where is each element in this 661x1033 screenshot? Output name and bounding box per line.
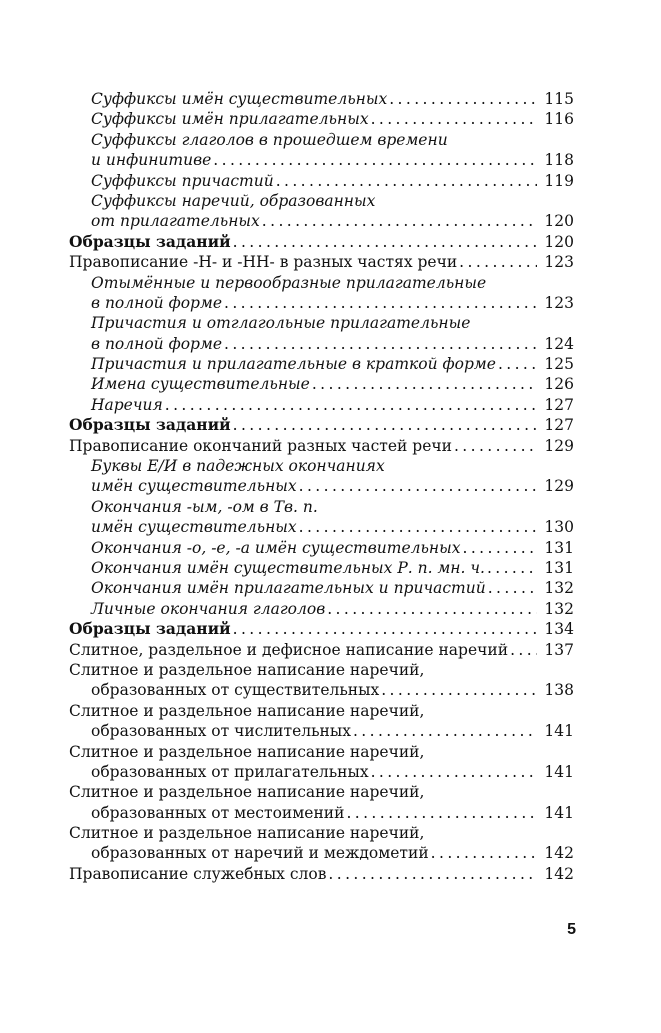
toc-line [69,721,574,741]
dot-leader [371,109,537,129]
toc-entry-title: Правописание -Н- и -НН- в разных частях речи [69,253,458,272]
toc-entry-title: образованных от существительных [91,681,380,700]
toc-entry [69,89,574,109]
dot-leader [299,517,537,537]
toc-line [69,782,574,802]
toc-entry [69,191,574,232]
toc-entry-title: Слитное и раздельное написание наречий, [69,701,425,720]
toc-entry-title: Слитное и раздельное написание наречий, [69,660,425,679]
toc-page-number: 142 [544,864,574,883]
toc-line [69,456,574,476]
toc-line [69,701,574,721]
toc-page-number: 141 [544,722,574,741]
toc-entry-title: образованных от местоимений [91,803,345,822]
toc-line [69,843,574,863]
toc-line [69,232,574,252]
toc-entry-title: и инфинитиве [91,151,212,170]
dot-leader [299,476,537,496]
toc-entry-title: Образцы заданий [69,231,231,251]
toc-page-number: 134 [544,620,574,639]
toc-page-number: 130 [544,518,574,537]
toc-entry [69,782,574,823]
dot-leader [233,619,537,639]
toc-page-number: 124 [544,334,574,353]
toc-entry [69,273,574,314]
toc-entry-title: Образцы заданий [69,619,231,639]
page-number: 5 [567,921,576,938]
dot-leader [312,374,537,394]
toc-entry-title: Причастия и прилагательные в краткой форме [91,355,496,374]
toc-page-number: 137 [544,640,574,659]
toc-line [69,191,574,211]
dot-leader [510,640,537,660]
toc-page-number: 120 [544,232,574,251]
toc-page-number: 125 [544,355,574,374]
toc-entry [69,109,574,129]
toc-line [69,313,574,333]
toc-entry [69,558,574,578]
dot-leader [346,803,537,823]
toc-line [69,252,574,272]
dot-leader [498,354,537,374]
toc-page-number: 115 [544,90,574,108]
dot-leader [389,89,537,109]
dot-leader [487,558,537,578]
dot-leader [488,578,537,598]
toc-entry-title: Суффиксы глаголов в прошедшем времени [91,130,448,149]
toc-entry-title: Правописание окончаний разных частей речи [69,436,452,455]
toc-line [69,742,574,762]
toc-entry-title: Слитное и раздельное написание наречий, [69,824,425,843]
toc-line [69,517,574,537]
dot-leader [431,843,537,863]
toc-entry-title: образованных от наречий и междометий [91,844,429,863]
toc-line [69,436,574,456]
toc-line [69,660,574,680]
toc-entry [69,415,574,435]
toc-page-number: 118 [544,151,574,170]
toc-entry-title: Слитное и раздельное написание наречий, [69,783,425,802]
toc-entry-title: Образцы заданий [69,415,231,435]
toc-entry-title: Личные окончания глаголов [91,599,326,618]
toc-line [69,578,574,598]
toc-entry [69,171,574,191]
toc-page-number: 127 [544,416,574,435]
toc-entry [69,701,574,742]
toc-page-number: 129 [544,477,574,496]
toc-page-number: 141 [544,803,574,822]
toc-entry [69,619,574,639]
toc-entry [69,640,574,660]
toc-line [69,109,574,129]
toc-entry [69,599,574,619]
toc-line [69,395,574,415]
toc-line [69,558,574,578]
toc-entry-title: Окончания имён прилагательных и причастий [91,579,486,598]
toc-line [69,273,574,293]
toc-page-number: 119 [544,171,574,190]
toc-entry-title: Суффиксы имён существительных [91,90,388,108]
dot-leader [213,150,537,170]
toc-entry [69,313,574,354]
toc-page-number: 138 [544,681,574,700]
toc-entry-title: Суффиксы причастий [91,171,274,190]
toc-line [69,538,574,558]
toc-page-number: 123 [544,293,574,312]
toc-page-number: 129 [544,436,574,455]
toc-entry-title: Суффиксы наречий, образованных [91,191,376,210]
toc-line [69,680,574,700]
toc-entry-title: Правописание служебных слов [69,864,327,883]
dot-leader [371,762,537,782]
toc-entry-title: образованных от числительных [91,722,351,741]
toc-page-number: 126 [544,375,574,394]
toc-line [69,354,574,374]
toc-line [69,211,574,231]
toc-entry [69,395,574,415]
dot-leader [276,171,537,191]
toc-entry-title: от прилагательных [91,212,260,231]
toc-entry [69,130,574,171]
dot-leader [353,721,537,741]
toc-entry [69,864,574,884]
toc-line [69,803,574,823]
toc-entry-title: Слитное и раздельное написание наречий, [69,742,425,761]
dot-leader [165,395,537,415]
toc-entry-title: в полной форме [91,334,222,353]
dot-leader [454,436,537,456]
toc-line [69,171,574,191]
toc-page-number: 123 [544,253,574,272]
toc-entry [69,232,574,252]
toc-entry [69,497,574,538]
toc-entry [69,354,574,374]
toc-entry [69,374,574,394]
toc-line [69,762,574,782]
toc-line [69,415,574,435]
toc-entry [69,252,574,272]
toc-entry-title: Имена существительные [91,375,310,394]
dot-leader [328,864,537,884]
dot-leader [381,680,537,700]
toc-line [69,619,574,639]
toc-entry [69,456,574,497]
dot-leader [224,334,537,354]
toc-line [69,130,574,150]
dot-leader [233,415,537,435]
toc-line [69,599,574,619]
toc-line [69,823,574,843]
toc-entry [69,742,574,783]
toc-page-number: 142 [544,844,574,863]
toc-entry-title: имён существительных [91,518,297,537]
toc-entry-title: Слитное, раздельное и дефисное написание наречий [69,640,509,659]
toc-page-number: 116 [544,110,574,129]
toc-entry [69,660,574,701]
toc-entry [69,436,574,456]
toc-entry [69,578,574,598]
toc-line [69,334,574,354]
dot-leader [463,538,537,558]
toc-line [69,293,574,313]
toc-entry-title: имён существительных [91,477,297,496]
toc-entry-title: Суффиксы имён прилагательных [91,110,369,129]
toc-entry-title: в полной форме [91,293,222,312]
toc-line [69,476,574,496]
dot-leader [262,211,537,231]
toc-line [69,864,574,884]
toc-entry [69,538,574,558]
toc-line [69,150,574,170]
toc-page-number: 132 [544,579,574,598]
toc-line [69,640,574,660]
toc-entry-title: Окончания -ым, -ом в Тв. п. [91,497,318,516]
dot-leader [233,232,537,252]
dot-leader [224,293,537,313]
toc-entry-title: Окончания имён существительных Р. п. мн. ч. [91,558,485,577]
toc-entry [69,823,574,864]
toc-page-number: 131 [544,558,574,577]
dot-leader [459,252,537,272]
toc-entry-title: Буквы Е/И в падежных окончаниях [91,457,385,476]
toc-line [69,374,574,394]
toc-page-number: 131 [544,538,574,557]
toc-page-number: 120 [544,212,574,231]
toc-entry-title: Причастия и отглагольные прилагательные [91,314,471,333]
toc-entry-title: Наречия [91,395,163,414]
toc-entry-title: Окончания -о, -е, -а имён существительных [91,538,461,557]
table-of-contents [69,89,574,884]
toc-page-number: 141 [544,762,574,781]
toc-page-number: 132 [544,599,574,618]
toc-entry-title: Отымённые и первообразные прилагательные [91,273,487,292]
toc-page-number: 127 [544,395,574,414]
toc-line [69,497,574,517]
dot-leader [327,599,537,619]
toc-entry-title: образованных от прилагательных [91,762,369,781]
toc-line [69,89,574,109]
